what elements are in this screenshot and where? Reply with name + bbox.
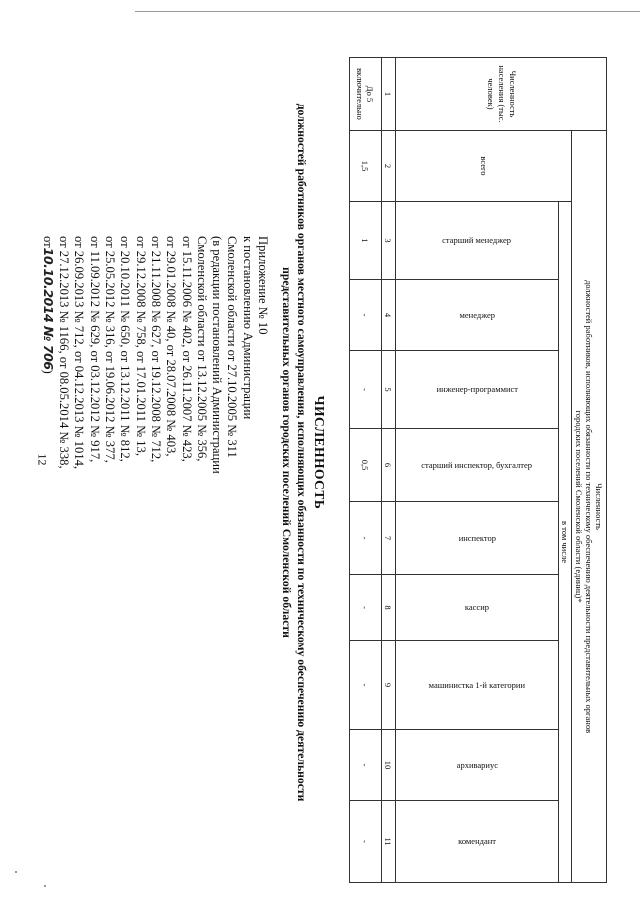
- appendix-last-suffix: ): [40, 369, 55, 374]
- value-cell: -: [350, 801, 382, 883]
- appendix-line: от 11.09.2012 № 629, от 03.12.2012 № 917,: [87, 236, 102, 463]
- column-number-cell: 2: [381, 131, 396, 202]
- role-header-label: комендант: [458, 836, 496, 847]
- appendix-line: от 25.05.2012 № 316, от 19.06.2012 № 377,: [103, 236, 118, 463]
- value-cell: -: [350, 575, 382, 641]
- column-number-cell: 3: [381, 202, 396, 280]
- staff-table: [349, 57, 607, 862]
- role-header: [396, 730, 559, 801]
- column-number-cell: 11: [381, 801, 396, 883]
- population-header: Численность населения (тыс. человек): [396, 58, 607, 131]
- appendix-line: Смоленской области от 13.12.2005 № 356,: [194, 236, 209, 462]
- group-header: [572, 131, 607, 883]
- page-number: 12: [35, 453, 50, 466]
- role-header: [396, 801, 559, 883]
- appendix-last-prefix: от: [40, 236, 55, 248]
- appendix-line: Приложение № 10: [256, 236, 270, 335]
- value-cell: -: [350, 280, 382, 351]
- role-header-label: менеджер: [459, 309, 495, 320]
- column-number-cell: 9: [381, 641, 396, 730]
- appendix-line: от 15.11.2006 № 402, от 26.11.2007 № 423,: [179, 236, 194, 462]
- group-header-line-1: Численность: [594, 483, 605, 530]
- column-number-cell: 1: [381, 58, 396, 131]
- role-header-label: старший менеджер: [442, 235, 512, 245]
- appendix-line: (в редакции постановлений Администрации: [210, 236, 225, 474]
- appendix-header: [10, 236, 270, 666]
- value-cell: 1: [350, 202, 382, 280]
- role-header: [396, 502, 559, 575]
- group-header-line-3: городских поселений Смоленской области (единиц)*: [574, 410, 585, 603]
- column-number-cell: 6: [381, 429, 396, 502]
- document-subtitle-line-1: должностей работников органов местного самоуправления, исполняющих обязанности по техническому обеспечению деятельности: [295, 103, 308, 802]
- appendix-line: от 26.09.2013 № 712, от 04.12.2013 № 1014,: [72, 236, 87, 470]
- column-number-cell: 8: [381, 575, 396, 641]
- role-header: [396, 641, 559, 730]
- appendix-line: от 20.10.2011 № 650, от 13.12.2011 № 812,: [118, 236, 133, 462]
- role-header-label: кассир: [464, 602, 490, 612]
- role-header: [396, 429, 559, 502]
- column-number-cell: 10: [381, 730, 396, 801]
- value-cell: -: [350, 730, 382, 801]
- role-header: [396, 351, 559, 429]
- role-header-label: машинистка 1-й категории: [428, 679, 526, 690]
- role-header: [396, 575, 559, 641]
- group-header-line-2: должностей работников, исполняющих обязанности по техническому обеспечению деятельности представительных органов: [584, 279, 595, 734]
- appendix-last-line: [40, 236, 56, 666]
- appendix-lines: [56, 236, 270, 666]
- appendix-line: от 21.11.2008 № 627, от 19.12.2008 № 712,: [148, 236, 163, 463]
- column-number-cell: 5: [381, 351, 396, 429]
- value-cell: -: [350, 351, 382, 429]
- role-header: [396, 202, 559, 280]
- total-header: всего: [396, 131, 572, 202]
- value-cell: -: [350, 641, 382, 730]
- document-subtitle-line-2: представительных органов городских поселений Смоленской области: [280, 267, 293, 638]
- appendix-line: Смоленской области от 27.10.2005 № 311: [225, 236, 240, 458]
- role-header-label: старший инспектор, бухгалтер: [421, 459, 533, 470]
- role-header: [396, 280, 559, 351]
- including-header: в том числе: [558, 202, 572, 883]
- appendix-line: от 29.01.2008 № 40, от 28.07.2008 № 403,: [164, 236, 179, 457]
- value-cell: -: [350, 502, 382, 575]
- role-header-label: инженер-программист: [436, 384, 518, 394]
- appendix-line: от 29.12.2008 № 758, от 17.01.2011 № 13,: [133, 236, 148, 456]
- column-number-cell: 7: [381, 502, 396, 575]
- appendix-line: от 27.12.2013 № 1166, от 08.05.2014 № 338,: [57, 236, 72, 469]
- column-number-cell: 4: [381, 280, 396, 351]
- role-header-label: архивариус: [456, 759, 498, 770]
- value-cell: 0,5: [350, 429, 382, 502]
- population-range-cell: До 5 включительно: [350, 58, 382, 131]
- appendix-line: к постановлению Администрации: [240, 236, 255, 420]
- value-cell: 1,5: [350, 131, 382, 202]
- role-header-label: инспектор: [458, 532, 496, 543]
- handwritten-date-number: 10.10.2014 № 706: [40, 247, 56, 370]
- document-title: ЧИСЛЕННОСТЬ: [312, 395, 327, 510]
